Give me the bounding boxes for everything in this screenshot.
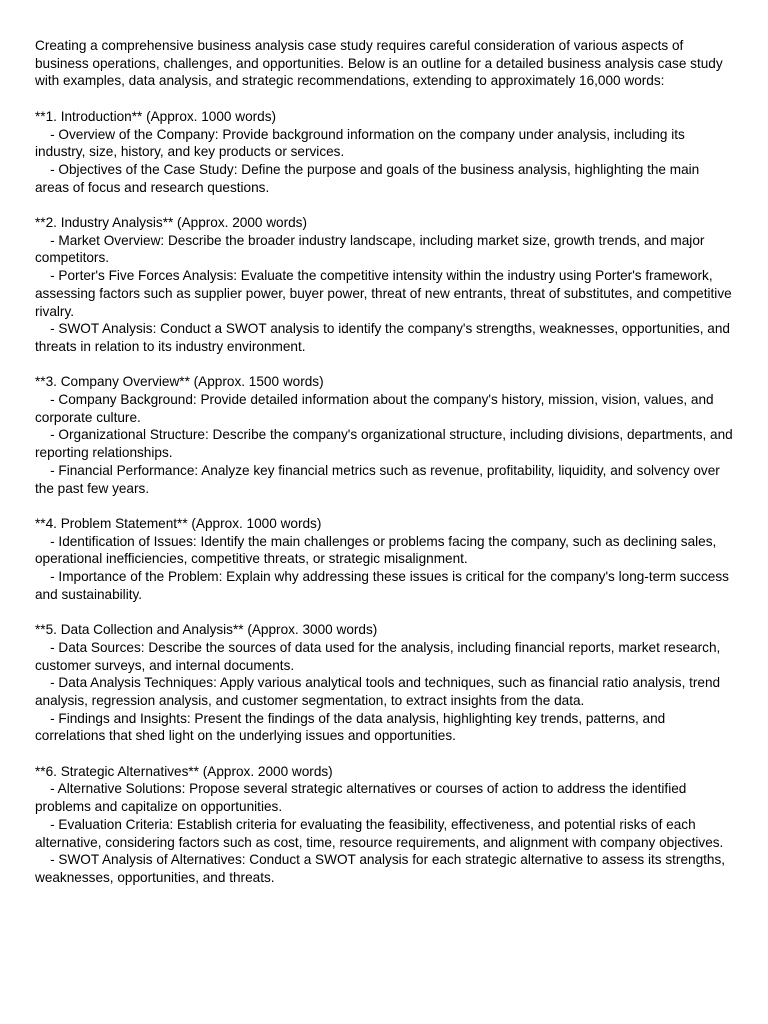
section-heading: **4. Problem Statement** (Approx. 1000 words) (35, 515, 322, 531)
section-2 (35, 214, 735, 356)
section-item: - Data Sources: Describe the sources of data used for the analysis, including financial reports, market research, customer surveys, and internal documents. (35, 639, 725, 673)
section-4 (35, 515, 735, 604)
section-heading: **5. Data Collection and Analysis** (Approx. 3000 words) (35, 622, 378, 638)
section-item: - Market Overview: Describe the broader industry landscape, including market size, growth trends, and major competitors. (35, 232, 709, 266)
intro-paragraph-block (35, 37, 735, 90)
section-5 (35, 621, 735, 745)
section-item: - Data Analysis Techniques: Apply various analytical tools and techniques, such as financial ratio analysis, trend analysis, regression analysis, and customer segmentation, to extract insights from the data. (35, 675, 724, 708)
section-item: - Importance of the Problem: Explain why addressing these issues is critical for the company's long-term success and sustainability. (35, 569, 733, 602)
section-item: - Evaluation Criteria: Establish criteria for evaluating the feasibility, effectiveness, and potential risks of each alternative, considering factors such as cost, time, resource requirements, and alignment with company objectives. (35, 816, 724, 850)
section-item: - Company Background: Provide detailed information about the company's history, mission, vision, values, and corporate culture. (35, 392, 718, 425)
section-item: - Organizational Structure: Describe the company's organizational structure, including divisions, departments, and reporting relationships. (35, 427, 737, 461)
section-6 (35, 763, 735, 887)
section-item: - SWOT Analysis: Conduct a SWOT analysis to identify the company's strengths, weaknesses, opportunities, and threats in relation to its industry environment. (35, 321, 734, 354)
section-item: - Overview of the Company: Provide background information on the company under analysis, including its industry, size, history, and key products or services. (35, 126, 689, 160)
section-item: - Alternative Solutions: Propose several strategic alternatives or courses of action to address the identified problems and capitalize on opportunities. (35, 781, 691, 815)
intro-paragraph: Creating a comprehensive business analysis case study requires careful consideration of various aspects of business operations, challenges, and opportunities. Below is an outline for a detailed business analysis case study with examples, data analysis, and strategic recommendations, extending to approximately 16,000 words: (35, 38, 723, 89)
section-heading: **1. Introduction** (Approx. 1000 words) (35, 108, 277, 124)
section-heading: **6. Strategic Alternatives** (Approx. 2000 words) (35, 763, 333, 779)
section-heading: **3. Company Overview** (Approx. 1500 words) (35, 374, 324, 390)
section-item: - SWOT Analysis of Alternatives: Conduct a SWOT analysis for each strategic alternative to assess its strengths, weaknesses, opportunities, and threats. (35, 852, 729, 885)
section-item: - Porter's Five Forces Analysis: Evaluate the competitive intensity within the industry using Porter's framework, assessing factors such as supplier power, buyer power, threat of new entrants, threat of substitutes, and competitive rivalry. (35, 268, 736, 319)
section-item: - Objectives of the Case Study: Define the purpose and goals of the business analysis, highlighting the main areas of focus and research questions. (35, 161, 703, 195)
section-item: - Findings and Insights: Present the findings of the data analysis, highlighting key trends, patterns, and correlations that shed light on the underlying issues and opportunities. (35, 710, 670, 744)
document-page (35, 37, 735, 904)
section-item: - Identification of Issues: Identify the main challenges or problems facing the company, such as declining sales, operational inefficiencies, competitive threats, or strategic misalignment. (35, 533, 721, 567)
section-3 (35, 373, 735, 497)
section-heading: **2. Industry Analysis** (Approx. 2000 words) (35, 215, 308, 230)
section-1 (35, 108, 735, 197)
section-item: - Financial Performance: Analyze key financial metrics such as revenue, profitability, liquidity, and solvency over the past few years. (35, 462, 724, 496)
